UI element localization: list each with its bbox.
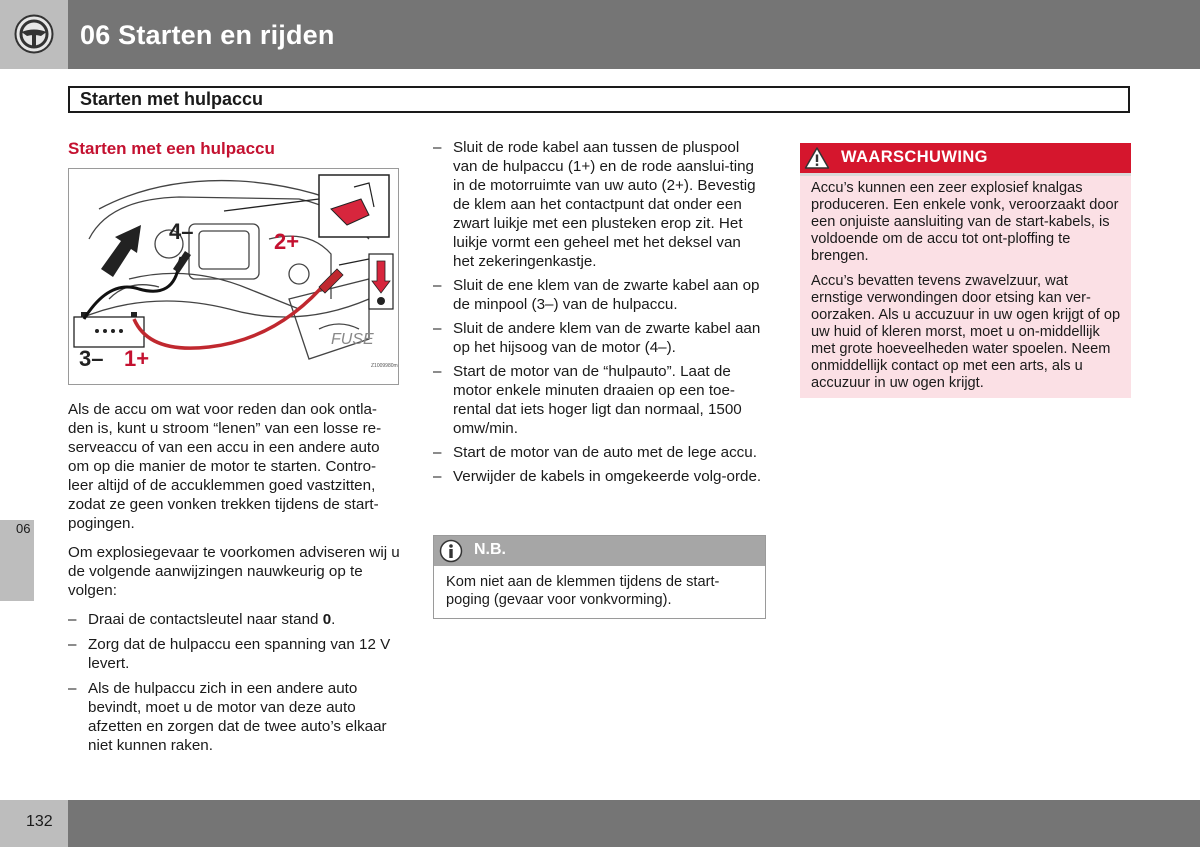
warning-text (811, 180, 1123, 400)
info-icon (439, 539, 463, 563)
list-item: – Verwijder de kabels in omgekeerde volg-orde. (433, 468, 762, 485)
steering-wheel-icon (14, 14, 54, 54)
illustration-ref-code: Z1009980m (371, 363, 398, 369)
label-1-plus: 1+ (124, 346, 150, 371)
chapter-title: 06 Starten en rijden (80, 20, 335, 50)
note-text: Kom niet aan de klemmen tijdens de start-poging (gevaar voor vonkvorming). (446, 574, 720, 608)
section-title: Starten met hulpaccu (80, 89, 264, 109)
fuse-box-label: FUSE (331, 331, 374, 348)
warning-paragraph: Accu’s kunnen een zeer explosief knalgas produceren. Een enkele vonk, veroorzaakt door een onjuiste aansluiting van de start-kabels, is voldoende om de accu tot ont-ploffing te brengen. (811, 180, 1119, 264)
list-item: – Draai de contactsleutel naar stand 0. (68, 611, 336, 628)
advice-paragraph: Om explosiegevaar te voorkomen adviseren wij u de volgende aanwijzingen nauwkeurig op te volgen: (68, 544, 400, 599)
left-column-text (68, 400, 401, 761)
warning-title: WAARSCHUWING (841, 148, 988, 166)
list-item: – Sluit de ene klem van de zwarte kabel aan op de minpool (3–) van de hulpaccu. (433, 277, 760, 313)
warning-triangle-icon (804, 146, 830, 170)
list-item: – Start de motor van de auto met de lege accu. (433, 444, 757, 461)
list-item: – Zorg dat de hulpaccu een spanning van 12 V levert. (68, 636, 391, 672)
label-2-plus: 2+ (274, 229, 300, 254)
note-title: N.B. (474, 541, 506, 558)
left-steps-list (68, 610, 401, 755)
jump-start-illustration (68, 168, 399, 385)
footer-bar (68, 800, 1200, 847)
list-item: – Sluit de andere klem van de zwarte kabel aan op het hijsoog van de motor (4–). (433, 320, 761, 356)
page-number: 132 (26, 813, 53, 830)
engine-bay-drawing (69, 169, 398, 384)
chapter-side-tab-label: 06 (16, 521, 31, 536)
middle-steps-list (433, 138, 765, 486)
label-4-minus: 4– (169, 219, 194, 244)
list-item: – Als de hulpaccu zich in een andere auto bevindt, moet u de motor van deze auto afzetten en zorgen dat de twee auto’s elkaar niet kunnen raken. (68, 680, 387, 754)
intro-paragraph: Als de accu om wat voor reden dan ook ontla-den is, kunt u stroom “lenen” van een losse re-serveaccu of van een accu in een andere auto om op die manier de motor te starten. Contro-leer altijd of de accuklemmen goed vastzitten, zodat ze geen vonken trekken tijdens de start-pogingen. (68, 401, 382, 532)
label-3-minus: 3– (79, 346, 104, 371)
list-item: – Sluit de rode kabel aan tussen de pluspool van de hulpaccu (1+) en de rode aanslui-ting in de motorruimte van uw auto (2+). Bevestig de klem aan het contactpunt dat onder een zwart luikje met een plusteken erop zit. Het luikje vormt een geheel met het deksel van het zekeringenkastje. (433, 139, 756, 270)
list-item: – Start de motor van de “hulpauto”. Laat de motor enkele minuten draaien op een toe-rental dat iets hoger ligt dan normaal, 1500 omw/min. (433, 363, 742, 437)
middle-column-text (433, 138, 765, 491)
warning-paragraph: Accu’s bevatten tevens zwavelzuur, wat ernstige verwondingen door etsing kan ver-oorzaken. Als u accuzuur in uw ogen krijgt of op uw huid of kleren morst, moet u on-middellijk met grote hoeveelheden water spoelen. Neem onmiddellijk contact op met een arts, als u accuzuur in uw ogen krijgt. (811, 273, 1121, 391)
subsection-heading: Starten met een hulpaccu (68, 139, 275, 158)
